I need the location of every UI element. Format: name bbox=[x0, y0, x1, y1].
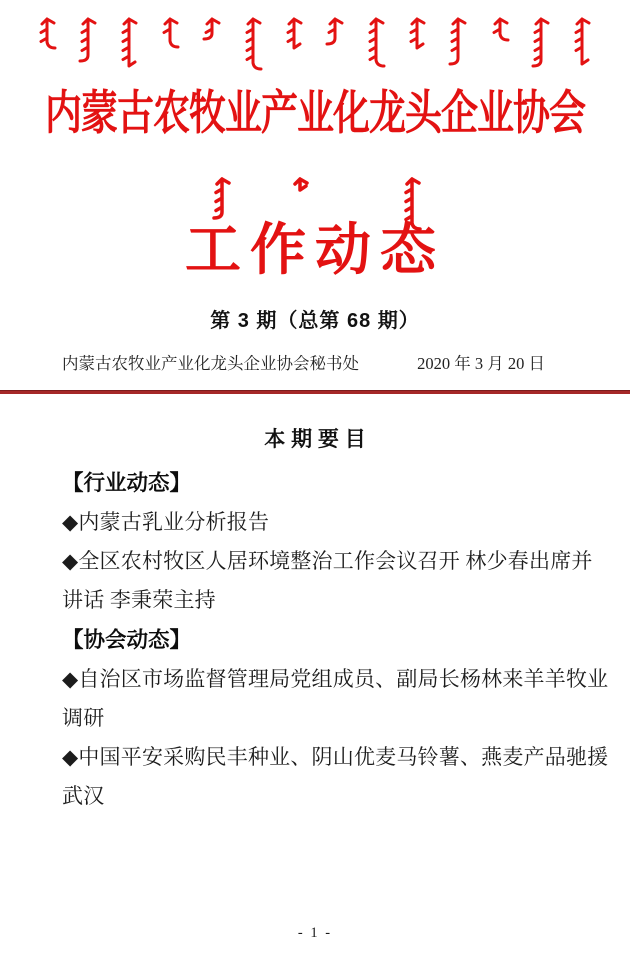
mongolian-word-ornament bbox=[405, 16, 427, 50]
mongolian-word-ornament bbox=[446, 16, 468, 66]
mongolian-word-ornament bbox=[288, 176, 310, 192]
toc-line: 武汉 bbox=[62, 784, 105, 809]
issue-number-line: 第 3 期（总第 68 期） bbox=[210, 310, 420, 332]
mongolian-word-ornament bbox=[570, 16, 592, 66]
bulletin-title: 工作动态 bbox=[185, 220, 445, 282]
toc-line: ◆内蒙古乳业分析报告 bbox=[62, 509, 270, 534]
table-of-contents bbox=[62, 462, 609, 815]
mongolian-word-ornament bbox=[488, 16, 510, 42]
toc-line: 【行业动态】 bbox=[62, 471, 192, 496]
mongolian-word-ornament bbox=[364, 16, 386, 68]
mongolian-word-ornament bbox=[529, 16, 551, 68]
mongolian-word-ornament bbox=[210, 176, 232, 220]
mongolian-word-ornament bbox=[35, 16, 57, 50]
toc-line: 【协会动态】 bbox=[62, 627, 192, 652]
mongolian-word-ornament bbox=[158, 16, 180, 49]
publisher-name: 内蒙古农牧业产业化龙头企业协会秘书处 bbox=[62, 354, 359, 373]
organization-title: 内蒙古农牧业产业化龙头企业协会 bbox=[45, 88, 585, 141]
publisher-row bbox=[0, 352, 630, 375]
page-number: - 1 - bbox=[297, 925, 333, 941]
toc-heading: 本 期 要 目 bbox=[264, 428, 366, 451]
mongolian-word-ornament bbox=[76, 16, 98, 63]
masthead-divider-rule bbox=[0, 390, 630, 394]
toc-line: ◆中国平安采购民丰种业、阴山优麦马铃薯、燕麦产品驰援 bbox=[62, 744, 609, 769]
mongolian-script-top-row bbox=[35, 16, 592, 94]
toc-line: ◆自治区市场监督管理局党组成员、副局长杨林来羊羊牧业 bbox=[62, 666, 609, 691]
mongolian-word-ornament bbox=[323, 16, 345, 46]
mongolian-word-ornament bbox=[200, 16, 222, 41]
mongolian-word-ornament bbox=[282, 16, 304, 50]
toc-line: ◆全区农村牧区人居环境整治工作会议召开 林少春出席并 bbox=[62, 548, 593, 573]
toc-line: 调研 bbox=[62, 705, 105, 730]
mongolian-word-ornament bbox=[241, 16, 263, 71]
mongolian-word-ornament bbox=[117, 16, 139, 68]
toc-line: 讲话 李秉荣主持 bbox=[62, 588, 216, 613]
publish-date: 2020 年 3 月 20 日 bbox=[417, 354, 545, 373]
